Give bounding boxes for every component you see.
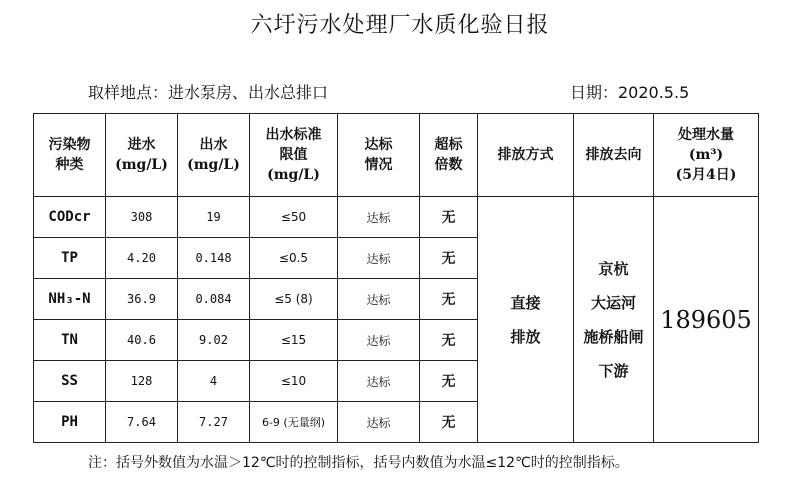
pollutant-name: TN	[34, 320, 106, 361]
inflow-value: 128	[106, 361, 178, 402]
header-standard: 出水标准 限值 (mg/L)	[250, 114, 338, 197]
compliance-status: 达标	[338, 238, 420, 279]
treated-volume: 189605	[654, 197, 759, 443]
exceed-multiple: 无	[420, 279, 478, 320]
pollutant-name: PH	[34, 402, 106, 443]
outflow-value: 7.27	[178, 402, 250, 443]
outflow-value: 9.02	[178, 320, 250, 361]
sampling-location: 取样地点：进水泵房、出水总排口	[88, 83, 329, 102]
header-outflow: 出水 (mg/L)	[178, 114, 250, 197]
compliance-status: 达标	[338, 361, 420, 402]
compliance-status: 达标	[338, 279, 420, 320]
report-title: 六圩污水处理厂水质化验日报	[250, 13, 550, 38]
compliance-status: 达标	[338, 197, 420, 238]
exceed-multiple: 无	[420, 402, 478, 443]
exceed-multiple: 无	[420, 320, 478, 361]
header-discharge-dest: 排放去向	[574, 114, 654, 197]
standard-limit: ≤10	[250, 361, 338, 402]
header-volume: 处理水量 (m³) (5月4日)	[654, 114, 759, 197]
inflow-value: 308	[106, 197, 178, 238]
standard-limit: ≤5 (8)	[250, 279, 338, 320]
inflow-value: 40.6	[106, 320, 178, 361]
exceed-multiple: 无	[420, 238, 478, 279]
header-row	[34, 114, 759, 197]
table-row	[34, 197, 759, 238]
pollutant-name: TP	[34, 238, 106, 279]
header-exceed: 超标 倍数	[420, 114, 478, 197]
exceed-multiple: 无	[420, 361, 478, 402]
compliance-status: 达标	[338, 320, 420, 361]
footnote: 注：括号外数值为水温＞12℃时的控制指标，括号内数值为水温≤12℃时的控制指标。	[88, 455, 629, 471]
header-discharge-method: 排放方式	[478, 114, 574, 197]
report-date: 日期：2020.5.5	[570, 83, 690, 102]
pollutant-name: CODcr	[34, 197, 106, 238]
water-quality-table	[33, 113, 759, 443]
header-pollutant: 污染物 种类	[34, 114, 106, 197]
pollutant-name: NH₃-N	[34, 279, 106, 320]
outflow-value: 0.148	[178, 238, 250, 279]
outflow-value: 0.084	[178, 279, 250, 320]
inflow-value: 7.64	[106, 402, 178, 443]
standard-limit: ≤15	[250, 320, 338, 361]
exceed-multiple: 无	[420, 197, 478, 238]
standard-limit: ≤50	[250, 197, 338, 238]
discharge-destination: 京杭 大运河 施桥船闸 下游	[574, 197, 654, 443]
inflow-value: 36.9	[106, 279, 178, 320]
outflow-value: 4	[178, 361, 250, 402]
outflow-value: 19	[178, 197, 250, 238]
discharge-method: 直接 排放	[478, 197, 574, 443]
header-inflow: 进水 (mg/L)	[106, 114, 178, 197]
compliance-status: 达标	[338, 402, 420, 443]
pollutant-name: SS	[34, 361, 106, 402]
header-compliance: 达标 情况	[338, 114, 420, 197]
standard-limit: 6-9 (无量纲)	[250, 402, 338, 443]
inflow-value: 4.20	[106, 238, 178, 279]
standard-limit: ≤0.5	[250, 238, 338, 279]
